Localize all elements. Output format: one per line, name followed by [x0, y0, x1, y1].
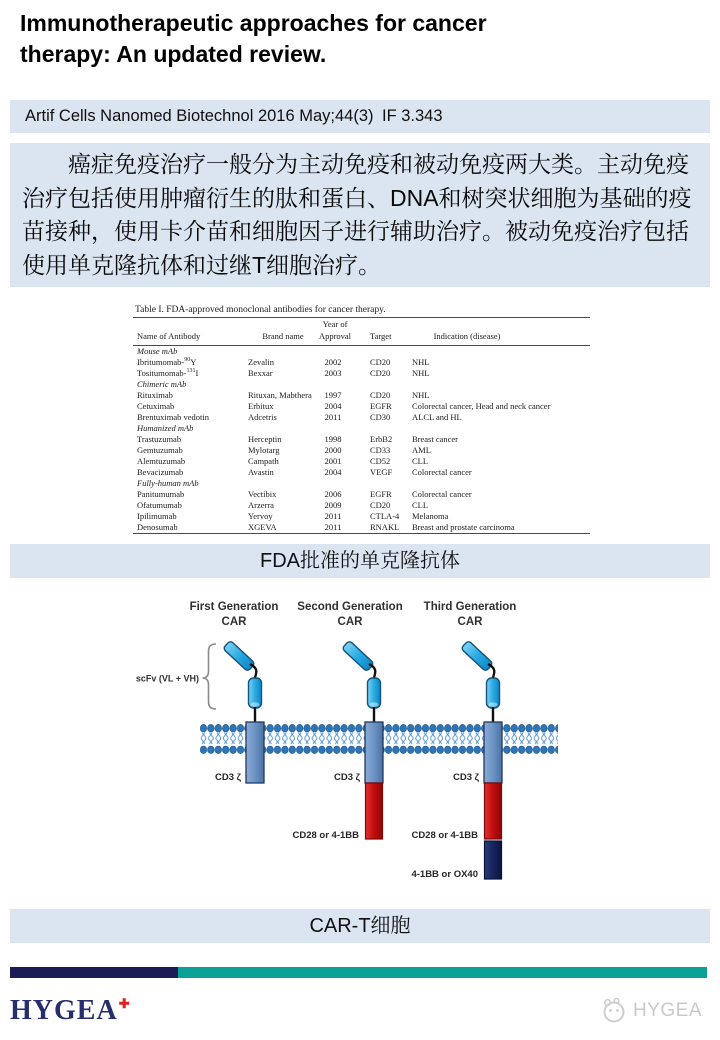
- table-row: Ibritumomab-$^{90}$Y Zevalin 2002 CD20 NHL: [137, 357, 430, 367]
- scfv-bracket: [203, 644, 217, 709]
- gen2-costim-label: CD28 or 4-1BB: [292, 830, 359, 841]
- gen3-costim1-label: CD28 or 4-1BB: [411, 830, 478, 841]
- table-row: Denosumab XGEVA 2011 RNAKL Breast and prostate carcinoma: [137, 522, 515, 532]
- gen1-title-line2: CAR: [221, 616, 247, 628]
- footer-accent-bar-teal: [178, 967, 707, 978]
- col-header-indication: Indication (disease): [433, 331, 501, 341]
- gen2-scfv-arm: [342, 640, 374, 671]
- table-row: Rituximab Rituxan, Mabthera 1997 CD20 NHL: [137, 390, 430, 400]
- table-section-row: Mouse mAb: [137, 346, 178, 356]
- figure1-caption: FDA批准的单克隆抗体: [260, 550, 460, 572]
- journal-bar: [10, 100, 710, 133]
- gen3-cd3z-domain: [484, 722, 502, 783]
- hygea-watermark-text: HYGEA: [632, 999, 702, 1021]
- table-body: [133, 346, 590, 533]
- table-rule-bottom: [133, 533, 590, 534]
- gen1-scfv-arm: [223, 640, 255, 671]
- table-row: Alemtuzumab Campath 2001 CD52 CLL: [137, 456, 429, 466]
- gen3-title-line1: Third Generation: [423, 601, 517, 613]
- gen3-title-line2: CAR: [457, 616, 483, 628]
- hygea-watermark: [600, 997, 702, 1024]
- journal-reference: Artif Cells Nanomed Biotechnol 2016 May;44(3): [25, 107, 374, 125]
- footer-accent-bar-navy: [10, 967, 178, 978]
- table-row: Ofatumumab Arzerra 2009 CD20 CLL: [137, 500, 429, 510]
- paper-table-figure: [133, 304, 590, 534]
- gen1-cd3z-domain: [246, 722, 264, 783]
- gen2-title-line1: Second Generation: [297, 601, 403, 613]
- table-row: Ipilimumab Yervoy 2011 CTLA-4 Melanoma: [137, 511, 449, 521]
- gen1-cd3z-label: CD3 ζ: [214, 772, 241, 783]
- hygea-logo: [10, 995, 131, 1027]
- gen3-costim2-label: 4-1BB or OX40: [411, 869, 478, 880]
- car-gen1: [215, 640, 264, 783]
- gen2-title-line2: CAR: [337, 616, 363, 628]
- gen3-scfv-arm: [461, 640, 493, 671]
- car-diagram: [0, 592, 720, 902]
- table-row: Gemtuzumab Mylotarg 2000 CD33 AML: [137, 445, 431, 455]
- gen3-costim2-domain: [485, 841, 502, 879]
- gen1-title-line1: First Generation: [189, 601, 279, 613]
- impact-factor: IF 3.343: [382, 107, 443, 125]
- gen2-costim-domain: [366, 783, 383, 839]
- table-row: Tositumomab-$^{131}$I Bexxar 2003 CD20 NHL: [137, 368, 430, 378]
- scfv-label: scFv (VL + VH): [135, 673, 199, 684]
- table-row: Bevacizumab Avastin 2004 VEGF Colorectal cancer: [137, 467, 472, 477]
- figure1-caption-bar: [10, 544, 710, 578]
- table-row: Panitumumab Vectibix 2006 EGFR Colorectal cancer: [137, 489, 472, 499]
- figure2-caption: CAR-T细胞: [309, 915, 411, 937]
- table-header: [133, 318, 590, 345]
- car-gen3: [411, 640, 502, 880]
- abstract-bar: [10, 143, 710, 287]
- hygea-logo-text: HYGEA: [10, 995, 118, 1026]
- col-header-year-line2: Approval: [318, 331, 352, 341]
- col-header-name: Name of Antibody: [137, 331, 201, 341]
- table-row: Cetuximab Erbitux 2004 EGFR Colorectal cancer, Head and neck cancer: [137, 401, 551, 411]
- col-header-brand: Brand name: [262, 331, 304, 341]
- red-cross-icon: ✚: [118, 996, 131, 1011]
- table-section-row: Fully-human mAb: [137, 478, 199, 488]
- figure2-caption-bar: [10, 909, 710, 943]
- table-row: Trastuzumab Herceptin 1998 ErbB2 Breast cancer: [137, 434, 459, 444]
- page-title: Immunotherapeutic approaches for cancer therapy: An updated review.: [20, 10, 487, 67]
- gen2-cd3z-label: CD3 ζ: [333, 772, 360, 783]
- table-title: Table I. FDA-approved monoclonal antibodies for cancer therapy.: [135, 305, 386, 315]
- col-header-target: Target: [370, 331, 392, 341]
- gen3-costim1-domain: [485, 783, 502, 839]
- table-section-row: Chimeric mAb: [137, 379, 187, 389]
- abstract-text: 癌症免疫治疗一般分为主动免疫和被动免疫两大类。主动免疫治疗包括使用肿瘤衍生的肽和蛋白、DNA和树突状细胞为基础的疫苗接种，使用卡介苗和细胞因子进行辅助治疗。被动免疫治疗包括使用单克隆抗体和过继T细胞治疗。: [22, 151, 692, 278]
- gen2-cd3z-domain: [365, 722, 383, 783]
- col-header-year-line1: Year of: [322, 319, 348, 329]
- table-row: Brentuximab vedotin Adcetris 2011 CD30 ALCL and HL: [137, 412, 462, 422]
- hygea-emblem-icon: [600, 997, 627, 1024]
- gen3-cd3z-label: CD3 ζ: [452, 772, 479, 783]
- table-section-row: Humanized mAb: [137, 423, 194, 433]
